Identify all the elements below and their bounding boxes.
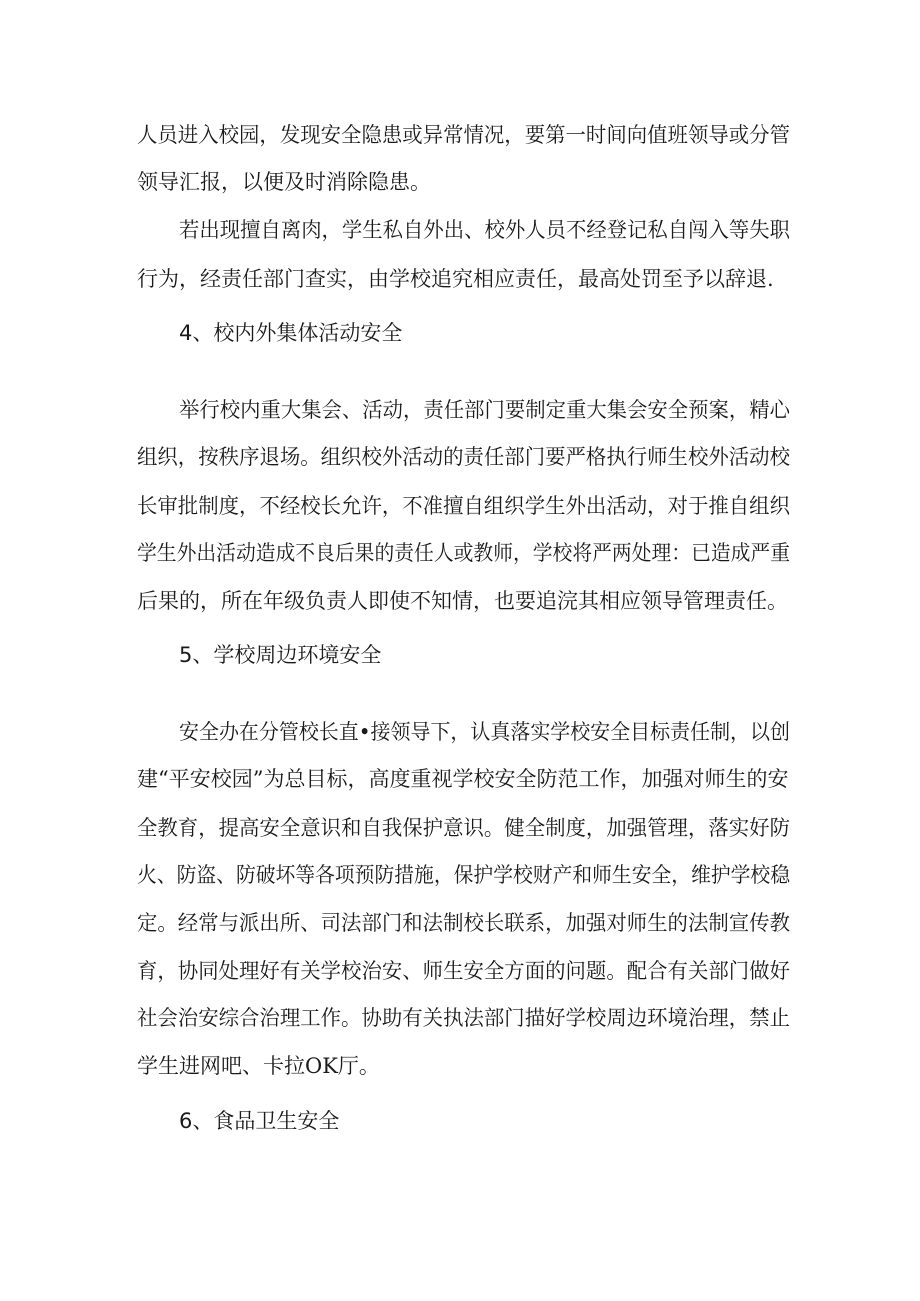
section-heading-text: 5、学校周边环境安全 <box>179 643 382 667</box>
text-line: 社会治安综合治理工作。协助有关执法部门描好学校周边环境治理，禁止 <box>137 1006 790 1030</box>
text-line: 定。经常与派出所、司法部门和法制校长联系，加强对师生的法制宣传教 <box>137 911 790 935</box>
text-line: 长审批制度，不经校长允许，不准擅自组织学生外出活动，对于推自组织 <box>137 494 790 518</box>
text-line: 领导汇报，以便及时消除隐患。 <box>137 170 431 194</box>
text-line: 学生外出活动造成不良后果的责任人或教师，学校将严两处理：已造成严重 <box>137 541 791 565</box>
text-line: 后果的，所在年级负责人即使不知情，也要追浣其相应领导管理责任。 <box>137 589 788 613</box>
text-line: 学生进网吧、卡拉OK厅。 <box>137 1054 380 1078</box>
text-line: 行为，经责任部门查实，由学校追究相应责任，最高处罚至予以辞退. <box>137 267 774 291</box>
text-line: 举行校内重大集会、活动，责任部门要制定重大集会安全预案，精心 <box>179 398 790 422</box>
section-heading-text: 4、校内外集体活动安全 <box>179 321 403 345</box>
section-heading-text: 6、食品卫生安全 <box>179 1109 340 1133</box>
text-line: 人员进入校园，发现安全隐患或异常情况，要第一时间向值班领导或分管 <box>137 123 790 147</box>
text-line: 火、防盗、防破坏等各项预防措施，保护学校财产和师生安全，维护学校稳 <box>137 863 791 887</box>
text-line: 全教育，提高安全意识和自我保护意识。健全制度，加强管理，落实好防 <box>137 816 790 840</box>
text-line: 组织，按秩序退场。组织校外活动的责任部门要严格执行师生校外活动校 <box>137 445 790 469</box>
text-line: 育，协同处理好有关学校治安、师生安全方面的问题。配合有关部门做好 <box>137 959 790 983</box>
text-line: 若出现擅自离肉，学生私自外出、校外人员不经登记私自闯入等失职 <box>179 218 790 242</box>
text-line: 建“平安校园”为总目标，高度重视学校安全防范工作，加强对师生的安 <box>137 767 789 791</box>
text-line: 安全办在分管校长直•接领导下，认真落实学校安全目标责任制，以创 <box>179 720 790 744</box>
